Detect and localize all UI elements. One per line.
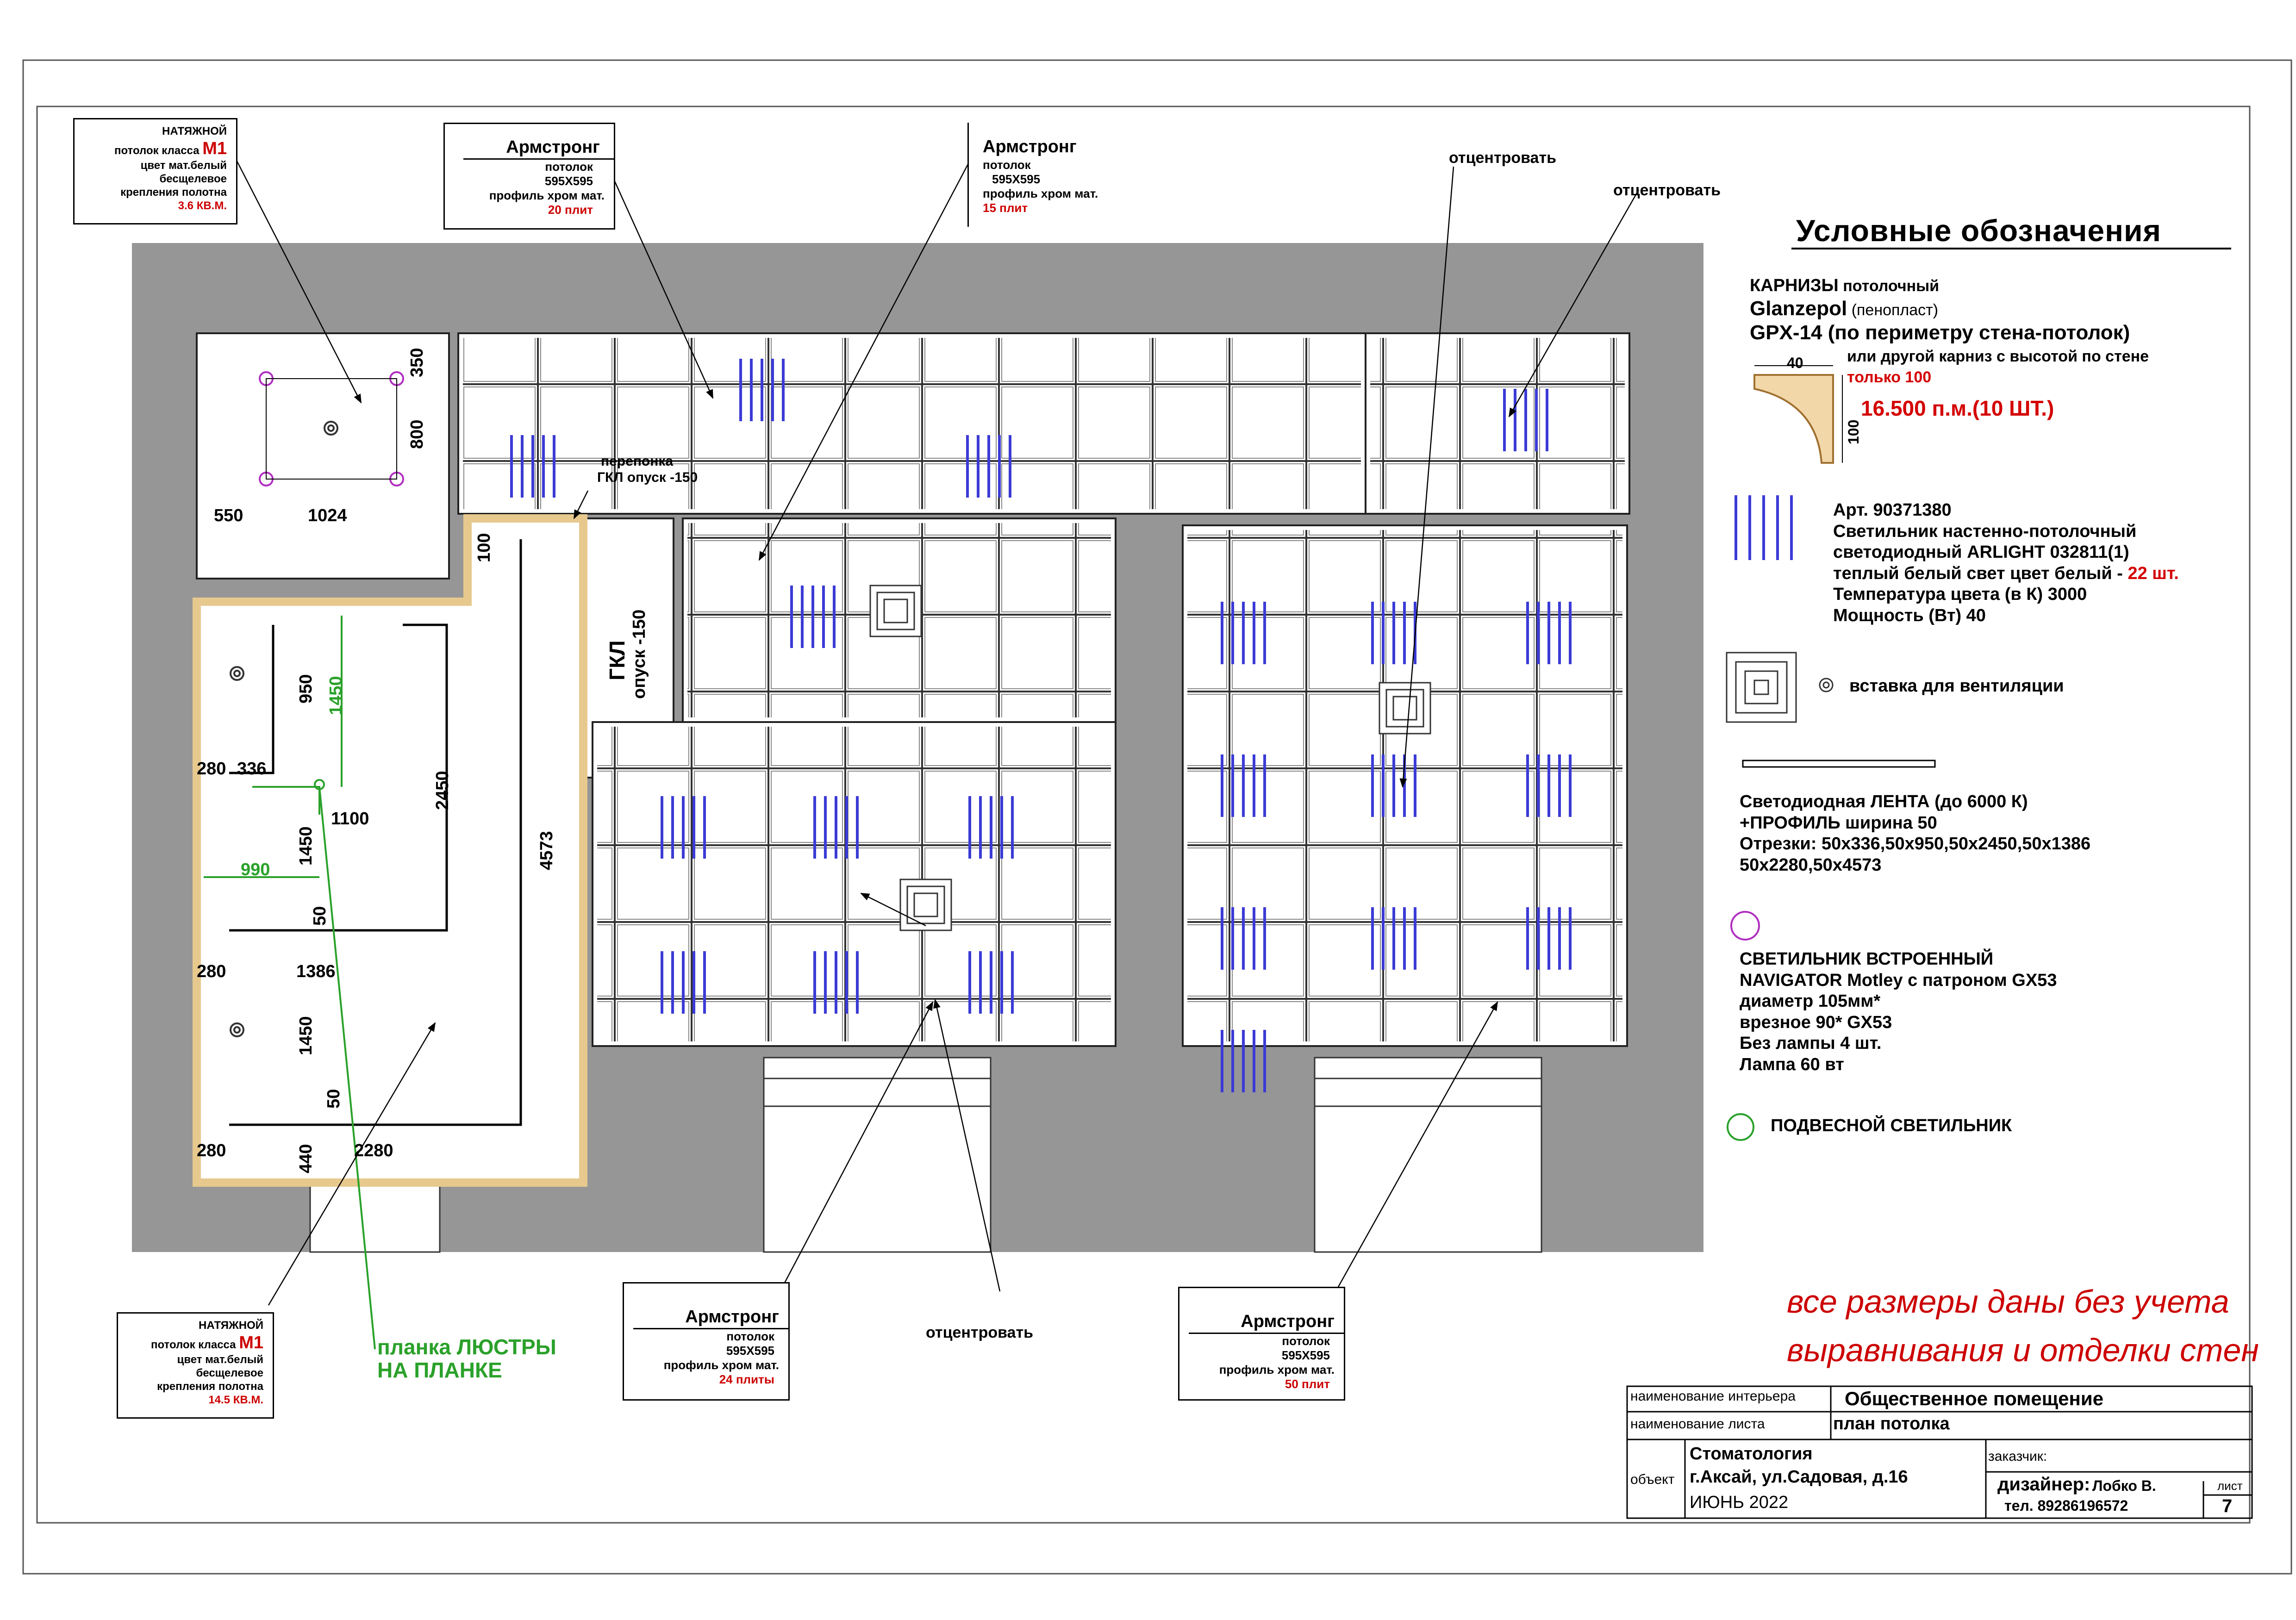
dim-4573: 4573 (537, 831, 556, 870)
dim-100: 100 (474, 533, 494, 562)
tb-sheet-name-label: наименование листа (1630, 1416, 1765, 1432)
legend-lamp-icon (1736, 495, 1791, 560)
dim-280-a: 280 (197, 759, 226, 779)
dim-950: 950 (296, 674, 316, 704)
door-opening-1 (310, 1183, 440, 1252)
dim-550: 550 (214, 506, 243, 525)
label-partition-2: ГКЛ опуск -150 (597, 470, 698, 485)
tb-object-label: объект (1630, 1472, 1675, 1487)
callout-stretch-bottom: НАТЯЖНОЙ потолок класса М1 цвет мат.белый бесщелевое крепления полотна 14.5 КВ.М. (117, 1312, 274, 1419)
legend-cornice-qty: 16.500 п.м.(10 ШТ.) (1861, 396, 2054, 420)
dim-280-b: 280 (197, 962, 226, 981)
window-opening-2 (1315, 1058, 1541, 1252)
tb-interior-value: Общественное помещение (1845, 1388, 2104, 1409)
tb-client-label: заказчик: (1988, 1449, 2047, 1464)
legend-vent-icon (1727, 653, 1833, 722)
legend-cornice: КАРНИЗЫ потолочный Glanzepol (пенопласт) GPX-14 (по периметру стена-потолок) (1750, 276, 2130, 344)
cornice-icon (1754, 366, 1842, 463)
dim-50-a: 50 (310, 906, 330, 926)
legend-title-underline (1791, 248, 2231, 249)
dim-2280: 2280 (354, 1141, 393, 1160)
legend-spot-icon (1731, 912, 1759, 940)
callout-armstrong-2: Армстронг потолок 595Х595 профиль хром мат. 15 плит (967, 123, 1138, 227)
legend-spot: СВЕТИЛЬНИК ВСТРОЕННЫЙ NAVIGATOR Motley с патроном GX53 диаметр 105мм* врезное 90* GX53 Без лампы 4 шт. Лампа 60 вт (1740, 949, 2057, 1074)
dim-800: 800 (407, 419, 427, 449)
dim-990: 990 (241, 860, 270, 879)
legend-title: Условные обозначения (1796, 213, 2162, 248)
legend-cornice-alt: или другой карниз с высотой по стене (1847, 348, 2149, 365)
tb-object-2: г.Аксай, ул.Садовая, д.16 (1690, 1467, 1908, 1487)
label-center-1: отцентровать (1449, 149, 1557, 167)
dim-440: 440 (296, 1144, 316, 1173)
dim-1386: 1386 (296, 962, 336, 981)
tb-sheet-label: лист (2217, 1479, 2243, 1493)
legend-vent: вставка для вентиляции (1849, 676, 2064, 696)
legend-pendant-icon (1728, 1114, 1753, 1140)
legend-cornice-only: только 100 (1847, 368, 1932, 386)
tb-interior-label: наименование интерьера (1630, 1389, 1796, 1404)
legend-pendant: ПОДВЕСНОЙ СВЕТИЛЬНИК (1771, 1116, 2012, 1135)
tb-designer: Лобко В. (2092, 1477, 2156, 1494)
dim-50-b: 50 (324, 1089, 343, 1109)
stretch-ceiling-area (197, 518, 583, 1183)
dim-1450-green: 1450 (326, 676, 346, 715)
legend-strip: Светодиодная ЛЕНТА (до 6000 К) +ПРОФИЛЬ ширина 50 Отрезки: 50х336,50х950,50х2450,50х1386 50х2280,50х4573 (1740, 792, 2091, 875)
dim-2450: 2450 (433, 771, 452, 810)
dim-1100: 1100 (331, 809, 369, 829)
label-chandelier-2: НА ПЛАНКЕ (377, 1358, 502, 1382)
dim-350: 350 (407, 348, 427, 377)
callout-armstrong-3: Армстронг потолок 595Х595 профиль хром мат. 24 плиты (623, 1282, 790, 1401)
window-opening-1 (764, 1058, 991, 1252)
dimension-note: все размеры даны без учета выравнивания и отделки стен (1787, 1284, 2259, 1368)
dim-1024: 1024 (308, 506, 347, 525)
tb-object-3: ИЮНЬ 2022 (1690, 1493, 1789, 1512)
label-partition-1: перепонка (601, 454, 674, 469)
label-chandelier-1: планка ЛЮСТРЫ (377, 1335, 556, 1359)
dim-1450-c: 1450 (296, 1016, 316, 1055)
dim-280-c: 280 (197, 1141, 226, 1160)
callout-armstrong-1: Армстронг потолок 595Х595 профиль хром мат. 20 плит (443, 123, 615, 230)
dim-1450-b: 1450 (296, 826, 316, 866)
tb-sheet-number: 7 (2222, 1496, 2233, 1516)
callout-stretch-top: НАТЯЖНОЙ потолок класса М1 цвет мат.белый бесщелевое крепления полотна 3.6 КВ.М. (73, 118, 237, 224)
callout-armstrong-4: Армстронг потолок 595Х595 профиль хром мат. 50 плит (1178, 1287, 1345, 1401)
tb-phone: тел. 89286196572 (2004, 1497, 2128, 1514)
tb-object-1: Стоматология (1690, 1444, 1813, 1464)
tb-sheet-name-value: план потолка (1833, 1414, 1950, 1433)
legend-cornice-width: 40 (1787, 355, 1803, 371)
tb-designer-label: дизайнер: (1997, 1474, 2090, 1495)
legend-lamp: Арт. 90371380 Светильник настенно-потолочный светодиодный ARLIGHT 032811(1) теплый белый свет цвет белый - 22 шт. Температура цвета (в К) 3000 Мощность (Вт) 40 (1833, 500, 2179, 625)
legend-strip-icon (1743, 760, 1935, 767)
label-center-3: отцентровать (926, 1324, 1034, 1341)
label-gkl: ГКЛ (605, 640, 629, 680)
label-gkl-offset: опуск -150 (630, 609, 649, 699)
label-center-2: отцентровать (1613, 181, 1721, 199)
legend-cornice-height: 100 (1845, 419, 1862, 444)
dim-336: 336 (237, 759, 267, 779)
